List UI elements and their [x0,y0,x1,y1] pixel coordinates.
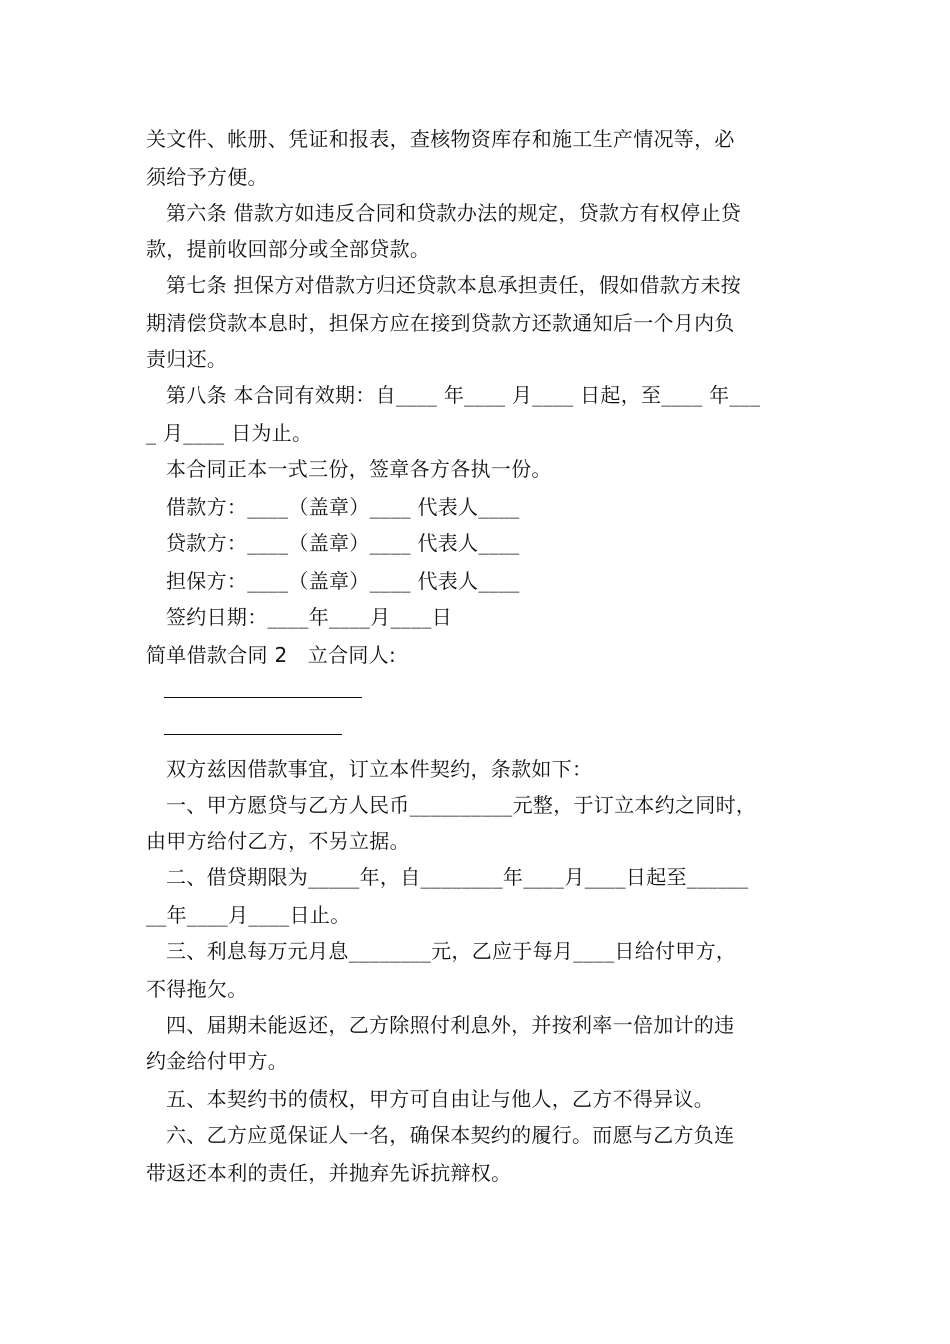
signing-date-line: 签约日期：____年____月____日 [166,605,452,629]
clause-1-line: 由甲方给付乙方，不另立据。 [146,829,410,853]
clause-4-line: 约金给付甲方。 [146,1049,289,1073]
article-6-line: 款，提前收回部分或全部贷款。 [146,237,431,261]
article-7-line: 第七条 担保方对借款方归还贷款本息承担责任，假如借款方未按 [166,273,742,297]
lender-signature-line: 贷款方：____（盖章）____ 代表人____ [166,531,520,555]
clause-5-line: 五、本契约书的债权，甲方可自由让与他人，乙方不得异议。 [166,1087,715,1111]
party-b-blank [164,734,342,735]
article-7-line: 责归还。 [146,347,228,371]
guarantor-signature-line: 担保方：____（盖章）____ 代表人____ [166,569,520,593]
paragraph-line: 须给予方便。 [146,165,268,189]
borrower-signature-line: 借款方：____（盖章）____ 代表人____ [166,495,520,519]
clause-6-line: 带返还本利的责任，并抛弃先诉抗辩权。 [146,1161,512,1185]
paragraph-line: 关文件、帐册、凭证和报表，查核物资库存和施工生产情况等，必 [146,127,735,151]
clause-1-line: 一、甲方愿贷与乙方人民币__________元整，于订立本约之同时， [166,793,757,817]
clause-3-line: 三、利息每万元月息________元，乙应于每月____日给付甲方， [166,939,737,963]
article-7-line: 期清偿贷款本息时，担保方应在接到贷款方还款通知后一个月内负 [146,311,735,335]
clause-6-line: 六、乙方应觅保证人一名，确保本契约的履行。而愿与乙方负连 [166,1123,735,1147]
clause-3-line: 不得拖欠。 [146,977,248,1001]
contract-2-heading: 简单借款合同 2 立合同人: [146,643,397,667]
article-6-line: 第六条 借款方如违反合同和贷款办法的规定，贷款方有权停止贷 [166,201,742,225]
clause-2-line: __年____月____日止。 [146,903,351,927]
article-8-line: 第八条 本合同有效期：自____ 年____ 月____ 日起，至____ 年___ [166,383,761,407]
copies-statement: 本合同正本一式三份，签章各方各执一份。 [166,457,552,481]
clause-2-line: 二、借贷期限为_____年，自________年____月____日起至______ [166,865,749,889]
article-8-line: _ 月____ 日为止。 [146,421,313,445]
preamble-line: 双方兹因借款事宜，订立本件契约，条款如下： [166,757,593,781]
party-a-blank [164,697,362,698]
clause-4-line: 四、届期未能返还，乙方除照付利息外，并按利率一倍加计的违 [166,1013,735,1037]
